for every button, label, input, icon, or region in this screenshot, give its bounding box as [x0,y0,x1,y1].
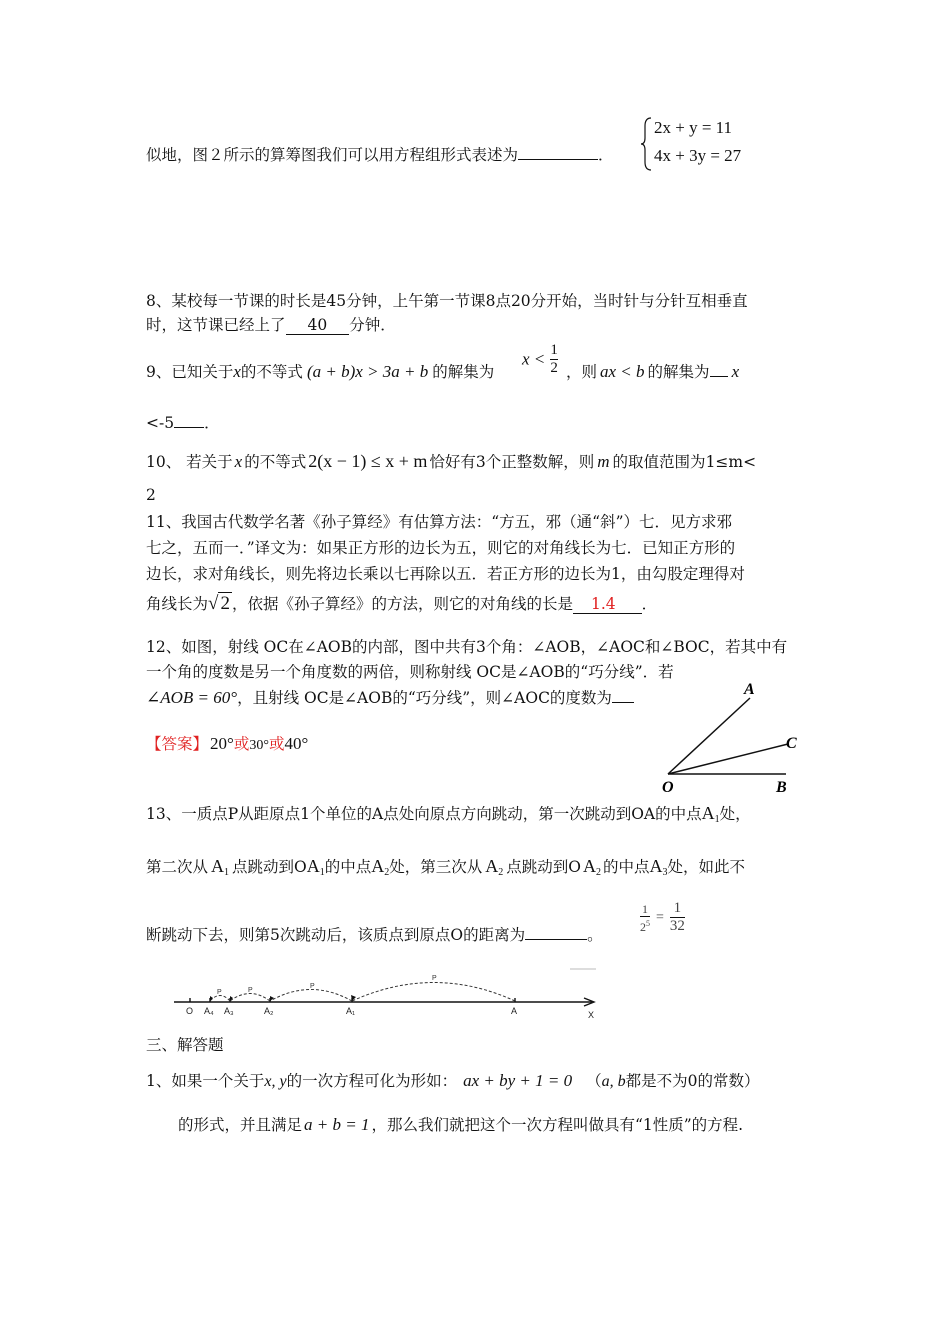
axis-label-a1: A₁ [346,1006,356,1016]
q12-answer [146,734,308,756]
q13-a2 [371,856,389,876]
q9-line1b [566,362,739,382]
q8-text-end: 分钟． [349,316,396,334]
q9-line2 [146,413,220,433]
q13-a1c-letter: A [306,856,320,876]
q13-a1-letter: A [701,803,715,823]
s3-q1-text-post: 都是不为0的常数） [625,1072,760,1090]
q11-line4 [146,594,657,614]
q13-a2b-sub: 2 [498,867,504,878]
jump-arc-1 [352,983,515,1002]
q9-frac-den: 2 [550,360,558,376]
q9-frac-num: 1 [550,342,558,358]
q10-line2: 2 [146,486,156,504]
q12-line1: 12、如图，射线 OC在∠AOB的内部，图中共有3个角：∠AOB，∠AOC和∠BOC，若其中有 [146,638,788,656]
q13-blank [525,925,587,940]
q9-end: ． [204,414,220,432]
q11-line2: 七之，五而一．”译文为：如果正方形的边长为五，则它的对角线长为七．已知正方形的 [146,539,736,557]
intro-text: 似地，图２所示的算筹图我们可以用方程组形式表述为 [146,146,519,164]
q13-a3-sub: 3 [662,867,668,878]
s3-q1-line1 [146,1071,760,1092]
q13-a2b [485,856,503,876]
number-line-figure [170,966,610,1022]
jump-arc-3 [230,994,270,1002]
q13-t-e: 点跳动到O [506,858,581,876]
s3-q1-ab: a, b [601,1073,626,1090]
q12-line2: 一个角的度数是另一个角度数的两倍，则称射线 OC是∠AOB的“巧分线”．若 [146,663,674,681]
q13-a1c-sub: 1 [319,867,325,878]
q9-answer-var: x [731,362,740,381]
q13-text-post: 处， [719,805,751,823]
s3-q1-paren: （ [586,1072,602,1090]
label-o: O [662,779,674,796]
q13-t-d: 处，第三次从 [389,858,483,876]
q11-line1: 11、我国古代数学名著《孙子算经》有估算方法：“方五，邪（通“斜”）七．见方求邪 [146,513,732,531]
q13-end: 。 [587,926,603,944]
q13-ans-den2: 32 [669,918,685,934]
q13-a1b [211,856,229,876]
axis-label-a2: A₂ [264,1006,274,1016]
section-title: 三、解答题 [146,1036,224,1054]
label-b: B [776,779,787,796]
q12-or1: 或 [233,735,250,753]
label-c: C [786,735,797,752]
s3-q1-text2: 的形式，并且满足 [178,1116,303,1134]
q13-t-b: 点跳动到O [232,858,307,876]
q13-a3-letter: A [649,856,663,876]
q9-line1 [146,362,494,382]
q10-line1 [146,451,756,472]
q11-answer: 1.4 [573,595,642,614]
jump-label-2: P [310,983,315,990]
jump-label-1: P [432,975,437,982]
q11-text: 角线长为 [146,595,209,613]
equation-2: 4x + 3y = 27 [654,146,742,165]
q13-t-3: 断跳动下去，则第5次跳动后，该质点到原点O的距离为 [146,926,526,944]
sqrt-icon: √ 2 [208,593,230,614]
q9-text-mid2: 的解集为 [432,363,495,381]
jump-arrowhead-4 [210,996,213,1001]
q9-blank [710,362,728,377]
q10-range: 1≤m< [705,453,757,471]
equation-1: 2x + y = 11 [654,118,733,137]
q11-line3: 边长，求对角线长，则先将边长乘以七再除以五．若正方形的边长为1，由勾股定理得对 [146,565,745,583]
q10-var: x [234,452,243,471]
q12-line3 [146,688,634,708]
q13-t-a: 第二次从 [146,858,209,876]
axis-label-a4: A₄ [204,1006,214,1016]
s3-q1-condition: a + b = 1 [304,1115,370,1134]
q13-answer [640,900,685,935]
q13-a1c [307,856,325,876]
q13-a1b-letter: A [211,856,225,876]
s3-q1-equation: ax + by + 1 = 0 [463,1071,573,1090]
answer-label: 【答案】 [146,735,209,753]
q9-inequality: (a + b)x > 3a + b [306,362,429,381]
q13-ans-frac1 [640,902,650,934]
q9-fraction [550,342,558,377]
axis-label-x: X [588,1010,595,1020]
equals-icon: = [656,909,664,925]
s3-q1-text-mid: 的一次方程可化为形如： [286,1072,458,1090]
jump-label-3: P [248,987,253,994]
q9-text: 9、已知关于 [146,363,234,381]
q12-ans2: 30° [249,738,269,753]
jump-label-4: P [217,989,222,996]
q10-text-post: 恰好有3个正整数解，则 [429,453,595,471]
q13-t-g: 处，如此不 [667,858,746,876]
q13-ans-base: 2 [640,919,646,934]
q12-blank [612,688,634,703]
q9-var: x [233,362,241,381]
q10-m: m [597,452,610,471]
s3-q1-text: 1、如果一个关于 [146,1072,265,1090]
jump-arc-4 [210,996,230,1002]
q12-ans3: 40° [284,734,309,753]
q13-t-c: 的中点 [324,858,372,876]
q13-a3 [650,856,668,876]
intro-line [146,145,614,165]
intro-blank [518,145,598,160]
q13-a2-letter: A [371,856,385,876]
q9-text-mid: 的不等式 [240,363,303,381]
q13-a1b-sub: 1 [224,867,230,878]
q9-text-post2: 的解集为 [647,363,710,381]
q13-a1-sub: 1 [714,814,720,825]
intro-end: ． [598,146,614,164]
jump-arc-2 [270,990,352,1002]
brace-icon [640,116,654,172]
s3-q1-line2 [178,1115,743,1135]
q12-text: ，且射线 OC是∠AOB的“巧分线”，则∠AOC的度数为 [237,689,612,707]
q13-ans-frac2 [670,900,685,935]
q9-inequality2: ax < b [600,362,645,381]
axis-label-a3: A₃ [224,1006,234,1016]
q8-text: 时，这节课已经上了 [146,316,286,334]
q10-text-post2: 的取值范围为 [612,453,706,471]
equation-system [640,116,760,172]
q13-line3 [146,925,603,945]
q11-sqrt-value: 2 [220,593,230,614]
label-a: A [744,681,755,698]
q13-ans-num2: 1 [673,900,682,916]
q13-a2b-letter: A [485,856,499,876]
q10-text-mid: 的不等式 [244,453,307,471]
s3-q1-vars: x, y [264,1073,287,1090]
q9-blank2 [174,413,204,428]
q9-sol-lhs: x < [522,349,546,369]
ray-oa [668,698,750,774]
q10-text: 10、 若关于 [146,453,233,471]
q13-text: 13、一质点P从距原点1个单位的A点处向原点方向跳动，第一次跳动到OA的中点 [146,805,702,823]
jump-arrowhead-2 [270,996,274,1001]
q10-inequality: 2(x − 1) ≤ x + m [308,451,428,471]
q9-text-post: ，则 [566,363,598,381]
s3-q1-text2-post: ，那么我们就把这个一次方程叫做具有“1性质”的方程. [371,1116,744,1134]
q13-ans-power [640,917,650,934]
q12-or2: 或 [268,735,285,753]
q13-a2c-sub: 2 [595,867,601,878]
q8-answer: 40 [286,316,350,335]
axis-label-a: A [511,1006,518,1016]
q13-a2-sub: 2 [384,867,390,878]
q11-text-mid: ，依据《孙子算经》的方法，则它的对角线的长是 [231,595,573,613]
q13-ans-num: 1 [642,901,648,916]
q9-solution [522,342,558,377]
q13-line2 [146,856,745,883]
q13-a2c-letter: A [582,856,596,876]
ray-oc [668,744,788,774]
axis-label-o: O [186,1006,194,1016]
q13-ans-exp: 5 [646,918,650,928]
q13-line1 [146,803,751,830]
q13-a1 [702,803,720,823]
angle-figure [650,678,810,798]
q8-line1: 8、某校每一节课的时长是45分钟，上午第一节课8点20分开始，当时针与分针互相垂直 [146,292,748,310]
q13-a2c [583,856,601,876]
q12-ans1: 20° [210,734,234,753]
q13-t-f: 的中点 [602,858,650,876]
q11-end: ． [641,595,658,613]
q9-answer: <-5 [146,414,175,432]
q8-line2 [146,315,396,335]
q12-angle-eq: ∠AOB = 60° [146,688,238,707]
